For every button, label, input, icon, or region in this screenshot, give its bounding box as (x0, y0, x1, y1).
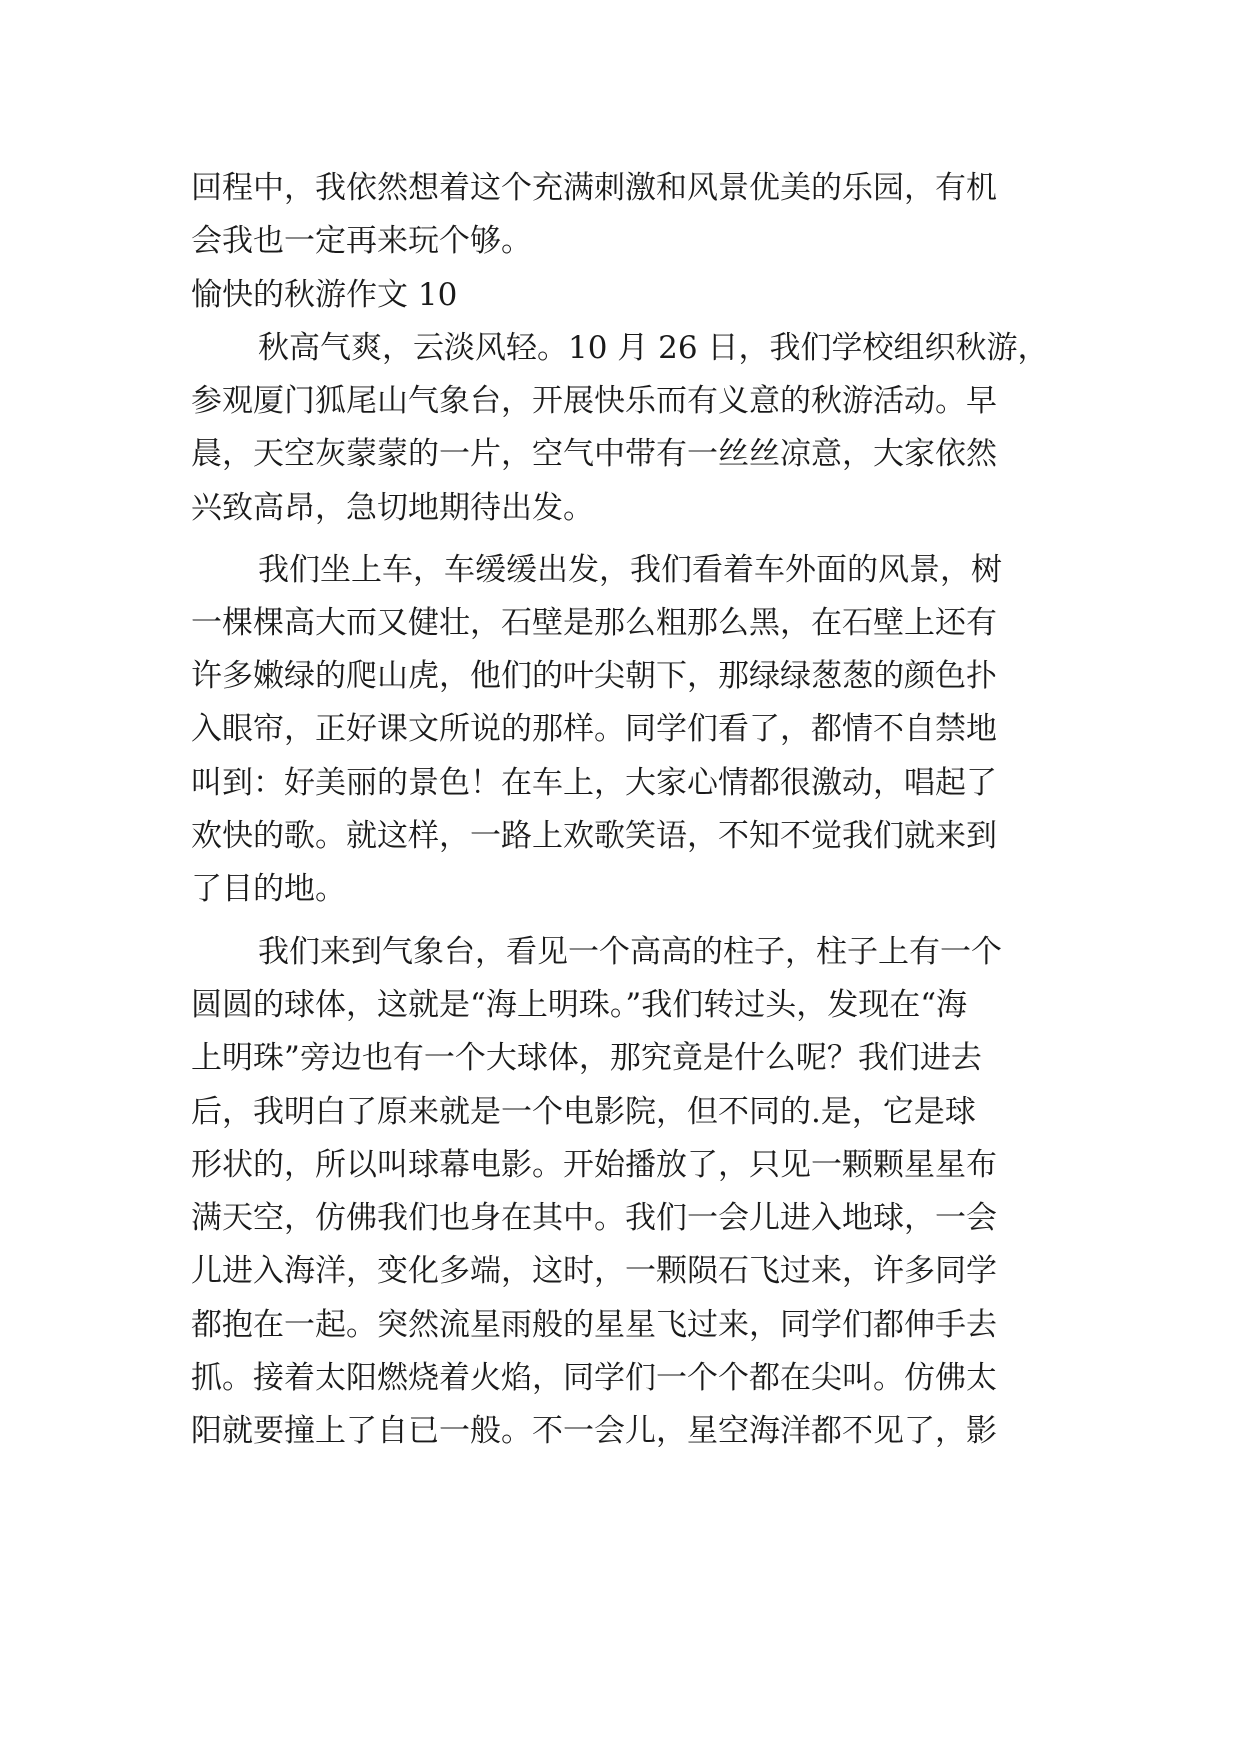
text-line (0, 759, 1241, 807)
text-line (0, 1141, 1241, 1189)
line-text: 回程中，我依然想着这个充满刺激和风景优美的乐园，有机 (191, 170, 997, 206)
text-line (0, 546, 1241, 594)
text-line (0, 981, 1241, 1029)
line-text: 会我也一定再来玩个够。 (191, 223, 532, 259)
line-text: 圆圆的球体，这就是“海上明珠。”我们转过头，发现在“海 (191, 987, 968, 1023)
text-line (0, 652, 1241, 700)
line-text: 一棵棵高大而又健壮，石壁是那么粗那么黑，在石壁上还有 (191, 605, 997, 641)
heading-line (0, 271, 1241, 319)
line-text: 欢快的歌。就这样，一路上欢歌笑语，不知不觉我们就来到 (191, 818, 997, 854)
line-text: 参观厦门狐尾山气象台，开展快乐而有义意的秋游活动。早 (191, 383, 997, 419)
text-line (0, 812, 1241, 860)
text-line (0, 705, 1241, 753)
text-line (0, 377, 1241, 425)
line-text: 都抱在一起。突然流星雨般的星星飞过来，同学们都伸手去 (191, 1307, 997, 1343)
text-line (0, 217, 1241, 265)
line-text: 入眼帘，正好课文所说的那样。同学们看了，都情不自禁地 (191, 711, 997, 747)
text-line (0, 865, 1241, 913)
line-text: 上明珠”旁边也有一个大球体，那究竟是什么呢？我们进去 (191, 1040, 982, 1076)
line-text: 许多嫩绿的爬山虎，他们的叶尖朝下，那绿绿葱葱的颜色扑 (191, 658, 997, 694)
line-text: 兴致高昂，急切地期待出发。 (191, 490, 594, 526)
text-line (0, 1301, 1241, 1349)
line-text: 我们来到气象台，看见一个高高的柱子，柱子上有一个 (258, 934, 1002, 970)
text-line (0, 1407, 1241, 1455)
text-line (0, 430, 1241, 478)
essay-title: 愉快的秋游作文 10 (191, 277, 458, 313)
line-text: 阳就要撞上了自已一般。不一会儿，星空海洋都不见了，影 (191, 1413, 997, 1449)
line-text: 晨，天空灰蒙蒙的一片，空气中带有一丝丝凉意，大家依然 (191, 436, 997, 472)
text-line (0, 1354, 1241, 1402)
line-text: 后，我明白了原来就是一个电影院，但不同的.是，它是球 (191, 1094, 976, 1130)
line-text: 我们坐上车，车缓缓出发，我们看着车外面的风景，树 (258, 552, 1002, 588)
text-line (0, 324, 1241, 372)
text-line (0, 928, 1241, 976)
text-line (0, 1194, 1241, 1242)
text-line (0, 1247, 1241, 1295)
text-line (0, 1088, 1241, 1136)
line-text: 抓。接着太阳燃烧着火焰，同学们一个个都在尖叫。仿佛太 (191, 1360, 997, 1396)
text-line (0, 1034, 1241, 1082)
text-line (0, 484, 1241, 532)
line-text: 叫到：好美丽的景色！在车上，大家心情都很激动，唱起了 (191, 765, 997, 801)
text-line (0, 599, 1241, 647)
line-text: 秋高气爽，云淡风轻。10 月 26 日，我们学校组织秋游， (258, 330, 1049, 366)
line-text: 儿进入海洋，变化多端，这时，一颗陨石飞过来，许多同学 (191, 1253, 997, 1289)
line-text: 形状的，所以叫球幕电影。开始播放了，只见一颗颗星星布 (191, 1147, 997, 1183)
text-line (0, 164, 1241, 212)
line-text: 了目的地。 (191, 871, 346, 907)
line-text: 满天空，仿佛我们也身在其中。我们一会儿进入地球，一会 (191, 1200, 997, 1236)
